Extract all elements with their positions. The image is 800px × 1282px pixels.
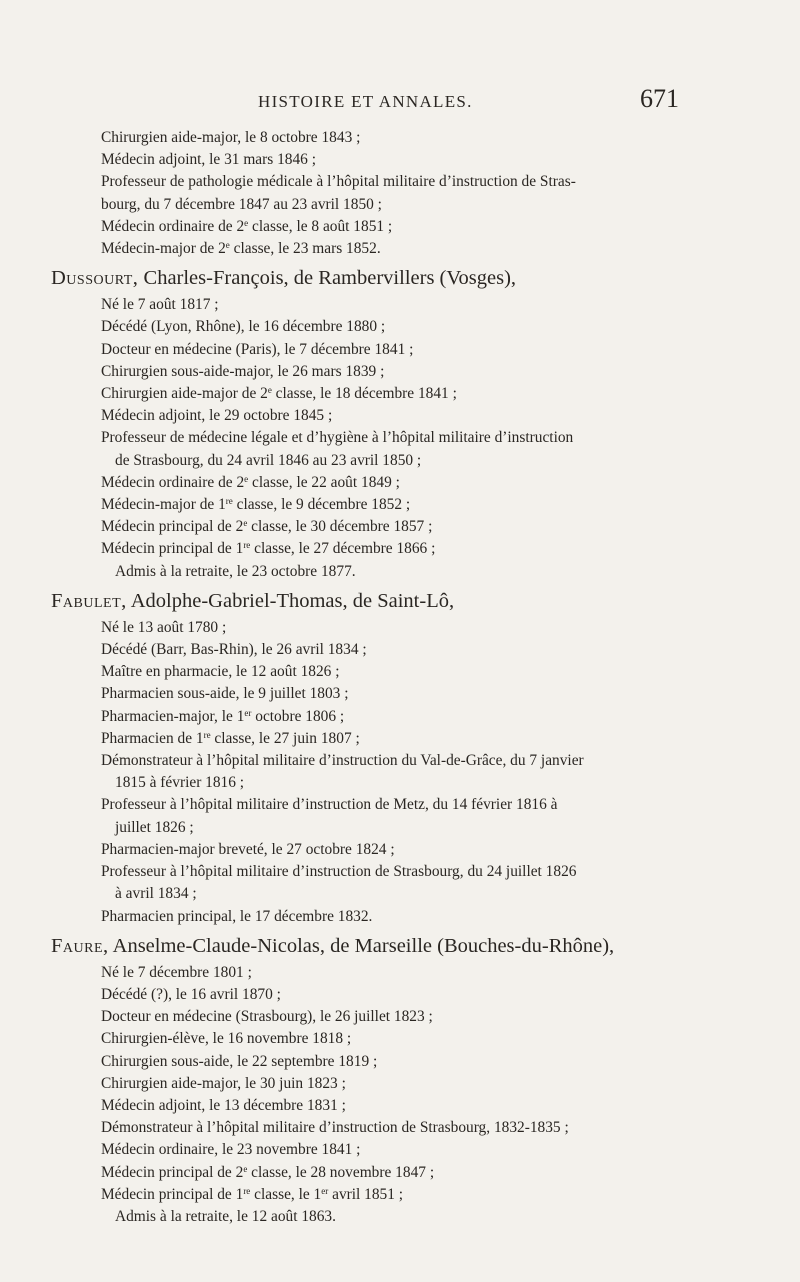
text-line (87, 472, 747, 494)
text-segment: Médecin ordinaire, le 23 novembre 1841 ; (101, 1141, 361, 1159)
superscript: re (203, 729, 211, 740)
text-segment: Professeur de pathologie médicale à l’hôpital militaire d’instruction de Stras- (101, 173, 576, 191)
text-segment: Démonstrateur à l’hôpital militaire d’instruction de Strasbourg, 1832-1835 ; (101, 1119, 569, 1137)
text-segment: Professeur de médecine légale et d’hygiène à l’hôpital militaire d’instruction (101, 429, 574, 447)
text-segment: Pharmacien-major breveté, le 27 octobre 1824 ; (101, 840, 395, 858)
text-line (87, 661, 747, 683)
superscript: e (267, 385, 272, 396)
text-segment: Né le 7 décembre 1801 ; (101, 963, 252, 981)
text-segment: Médecin principal de 1 (101, 1185, 244, 1203)
superscript: er (244, 707, 252, 718)
text-line (87, 861, 747, 883)
text-line (87, 405, 747, 427)
text-segment: classe, le 28 novembre 1847 ; (247, 1163, 435, 1181)
text-line (87, 728, 747, 750)
text-segment: Démonstrateur à l’hôpital militaire d’instruction du Val-de-Grâce, du 7 janvier (101, 752, 584, 770)
text-line (87, 639, 747, 661)
text-segment: Médecin adjoint, le 13 décembre 1831 ; (101, 1096, 346, 1114)
superscript: re (225, 496, 233, 507)
superscript: e (243, 518, 248, 529)
text-segment: classe, le 27 juin 1807 ; (210, 729, 360, 747)
text-line (87, 127, 747, 149)
text-segment: bourg, du 7 décembre 1847 au 23 avril 1850 ; (101, 195, 382, 213)
text-line (87, 984, 747, 1006)
text-line (87, 216, 747, 238)
text-line (87, 906, 747, 928)
text-segment: Médecin ordinaire de 2 (101, 217, 245, 235)
biographical-entries (51, 127, 747, 1228)
text-line (87, 339, 747, 361)
text-line (87, 817, 747, 839)
text-line (87, 1095, 747, 1117)
text-segment: Chirurgien sous-aide, le 22 septembre 1819 ; (101, 1052, 378, 1070)
text-segment: Chirurgien aide-major, le 30 juin 1823 ; (101, 1074, 346, 1092)
running-head (0, 84, 800, 124)
entry-surname: Dussourt, (51, 267, 139, 290)
text-line (87, 149, 747, 171)
text-line (87, 294, 747, 316)
text-line (87, 194, 747, 216)
text-line (87, 383, 747, 405)
text-line (87, 494, 747, 516)
text-segment: Chirurgien aide-major, le 8 octobre 1843 ; (101, 129, 361, 146)
superscript: e (244, 473, 249, 484)
text-segment: Né le 7 août 1817 ; (101, 296, 219, 314)
text-line (87, 1028, 747, 1050)
entry-heading (51, 932, 747, 960)
text-segment: Maître en pharmacie, le 12 août 1826 ; (101, 663, 340, 681)
entry-heading (51, 587, 747, 615)
text-segment: Docteur en médecine (Paris), le 7 décembre 1841 ; (101, 340, 414, 358)
text-line (87, 450, 747, 472)
text-segment: Médecin ordinaire de 2 (101, 473, 245, 491)
text-line (87, 1051, 747, 1073)
text-segment: Admis à la retraite, le 23 octobre 1877. (115, 562, 356, 580)
text-segment: Décédé (Lyon, Rhône), le 16 décembre 1880 ; (101, 318, 386, 336)
superscript: er (321, 1185, 329, 1196)
text-line (87, 1006, 747, 1028)
text-segment: 1815 à février 1816 ; (115, 774, 245, 792)
text-line (87, 538, 747, 560)
running-head-title: HISTOIRE ET ANNALES. (258, 92, 473, 111)
text-segment: de Strasbourg, du 24 avril 1846 au 23 avril 1850 ; (115, 451, 422, 469)
text-segment: classe, le 23 mars 1852. (229, 240, 381, 258)
text-segment: Pharmacien de 1 (101, 729, 204, 747)
text-segment: Médecin-major de 1 (101, 496, 226, 514)
text-line (87, 1073, 747, 1095)
text-segment: Né le 13 août 1780 ; (101, 618, 227, 636)
text-line (87, 427, 747, 449)
text-segment: Médecin adjoint, le 31 mars 1846 ; (101, 151, 316, 169)
text-line (87, 962, 747, 984)
text-segment: Pharmacien principal, le 17 décembre 1832. (101, 907, 373, 925)
superscript: re (243, 540, 251, 551)
superscript: e (244, 217, 249, 228)
text-line (87, 1206, 747, 1228)
text-segment: avril 1851 ; (328, 1185, 404, 1203)
text-line (87, 1184, 747, 1206)
text-line (87, 683, 747, 705)
text-segment: Professeur à l’hôpital militaire d’instruction de Metz, du 14 février 1816 à (101, 796, 558, 814)
text-line (87, 1117, 747, 1139)
text-line (87, 772, 747, 794)
superscript: e (225, 240, 230, 251)
text-segment: classe, le 30 décembre 1857 ; (247, 518, 433, 536)
text-line (87, 750, 747, 772)
text-line (87, 316, 747, 338)
superscript: re (243, 1185, 251, 1196)
text-line (87, 171, 747, 193)
text-line (87, 1139, 747, 1161)
text-line (87, 361, 747, 383)
text-segment: à avril 1834 ; (115, 885, 197, 903)
superscript: e (243, 1163, 248, 1174)
text-segment: octobre 1806 ; (251, 707, 345, 725)
text-segment: Pharmacien-major, le 1 (101, 707, 245, 725)
text-line (87, 561, 747, 583)
text-segment: Médecin principal de 2 (101, 1163, 244, 1181)
page-number: 671 (640, 84, 679, 113)
text-segment: Chirurgien-élève, le 16 novembre 1818 ; (101, 1030, 352, 1048)
entry-name-origin: Charles-François, de Rambervillers (Vosges), (138, 267, 517, 290)
text-segment: Médecin-major de 2 (101, 240, 226, 258)
text-segment: Médecin adjoint, le 29 octobre 1845 ; (101, 407, 333, 425)
text-segment: classe, le 9 décembre 1852 ; (232, 496, 411, 514)
text-line (87, 883, 747, 905)
text-segment: Médecin principal de 1 (101, 540, 244, 558)
entry-name-origin: Adolphe-Gabriel-Thomas, de Saint-Lô, (126, 589, 455, 612)
text-segment: classe, le 1 (250, 1185, 322, 1203)
entry-surname: Fabulet, (51, 589, 127, 612)
text-segment: Pharmacien sous-aide, le 9 juillet 1803 ; (101, 685, 349, 703)
text-segment: Docteur en médecine (Strasbourg), le 26 juillet 1823 ; (101, 1008, 433, 1026)
text-segment: Médecin principal de 2 (101, 518, 244, 536)
text-line (87, 706, 747, 728)
text-line (87, 516, 747, 538)
entry-surname: Faure, (51, 934, 109, 957)
entry-heading (51, 264, 747, 292)
text-line (87, 794, 747, 816)
text-segment: Professeur à l’hôpital militaire d’instruction de Strasbourg, du 24 juillet 1826 (101, 863, 577, 881)
text-segment: classe, le 18 décembre 1841 ; (271, 385, 457, 403)
text-segment: Chirurgien aide-major de 2 (101, 385, 268, 403)
text-segment: Décédé (?), le 16 avril 1870 ; (101, 985, 281, 1003)
text-segment: classe, le 8 août 1851 ; (248, 217, 393, 235)
text-line (87, 1162, 747, 1184)
text-line (87, 839, 747, 861)
text-line (87, 617, 747, 639)
entry-name-origin: Anselme-Claude-Nicolas, de Marseille (Bouches-du-Rhône), (108, 934, 615, 957)
text-segment: classe, le 22 août 1849 ; (248, 473, 400, 491)
text-segment: classe, le 27 décembre 1866 ; (250, 540, 436, 558)
text-segment: Admis à la retraite, le 12 août 1863. (115, 1207, 336, 1225)
text-segment: juillet 1826 ; (115, 818, 194, 836)
text-line (87, 238, 747, 260)
text-segment: Décédé (Barr, Bas-Rhin), le 26 avril 1834 ; (101, 641, 367, 659)
text-segment: Chirurgien sous-aide-major, le 26 mars 1839 ; (101, 362, 385, 380)
